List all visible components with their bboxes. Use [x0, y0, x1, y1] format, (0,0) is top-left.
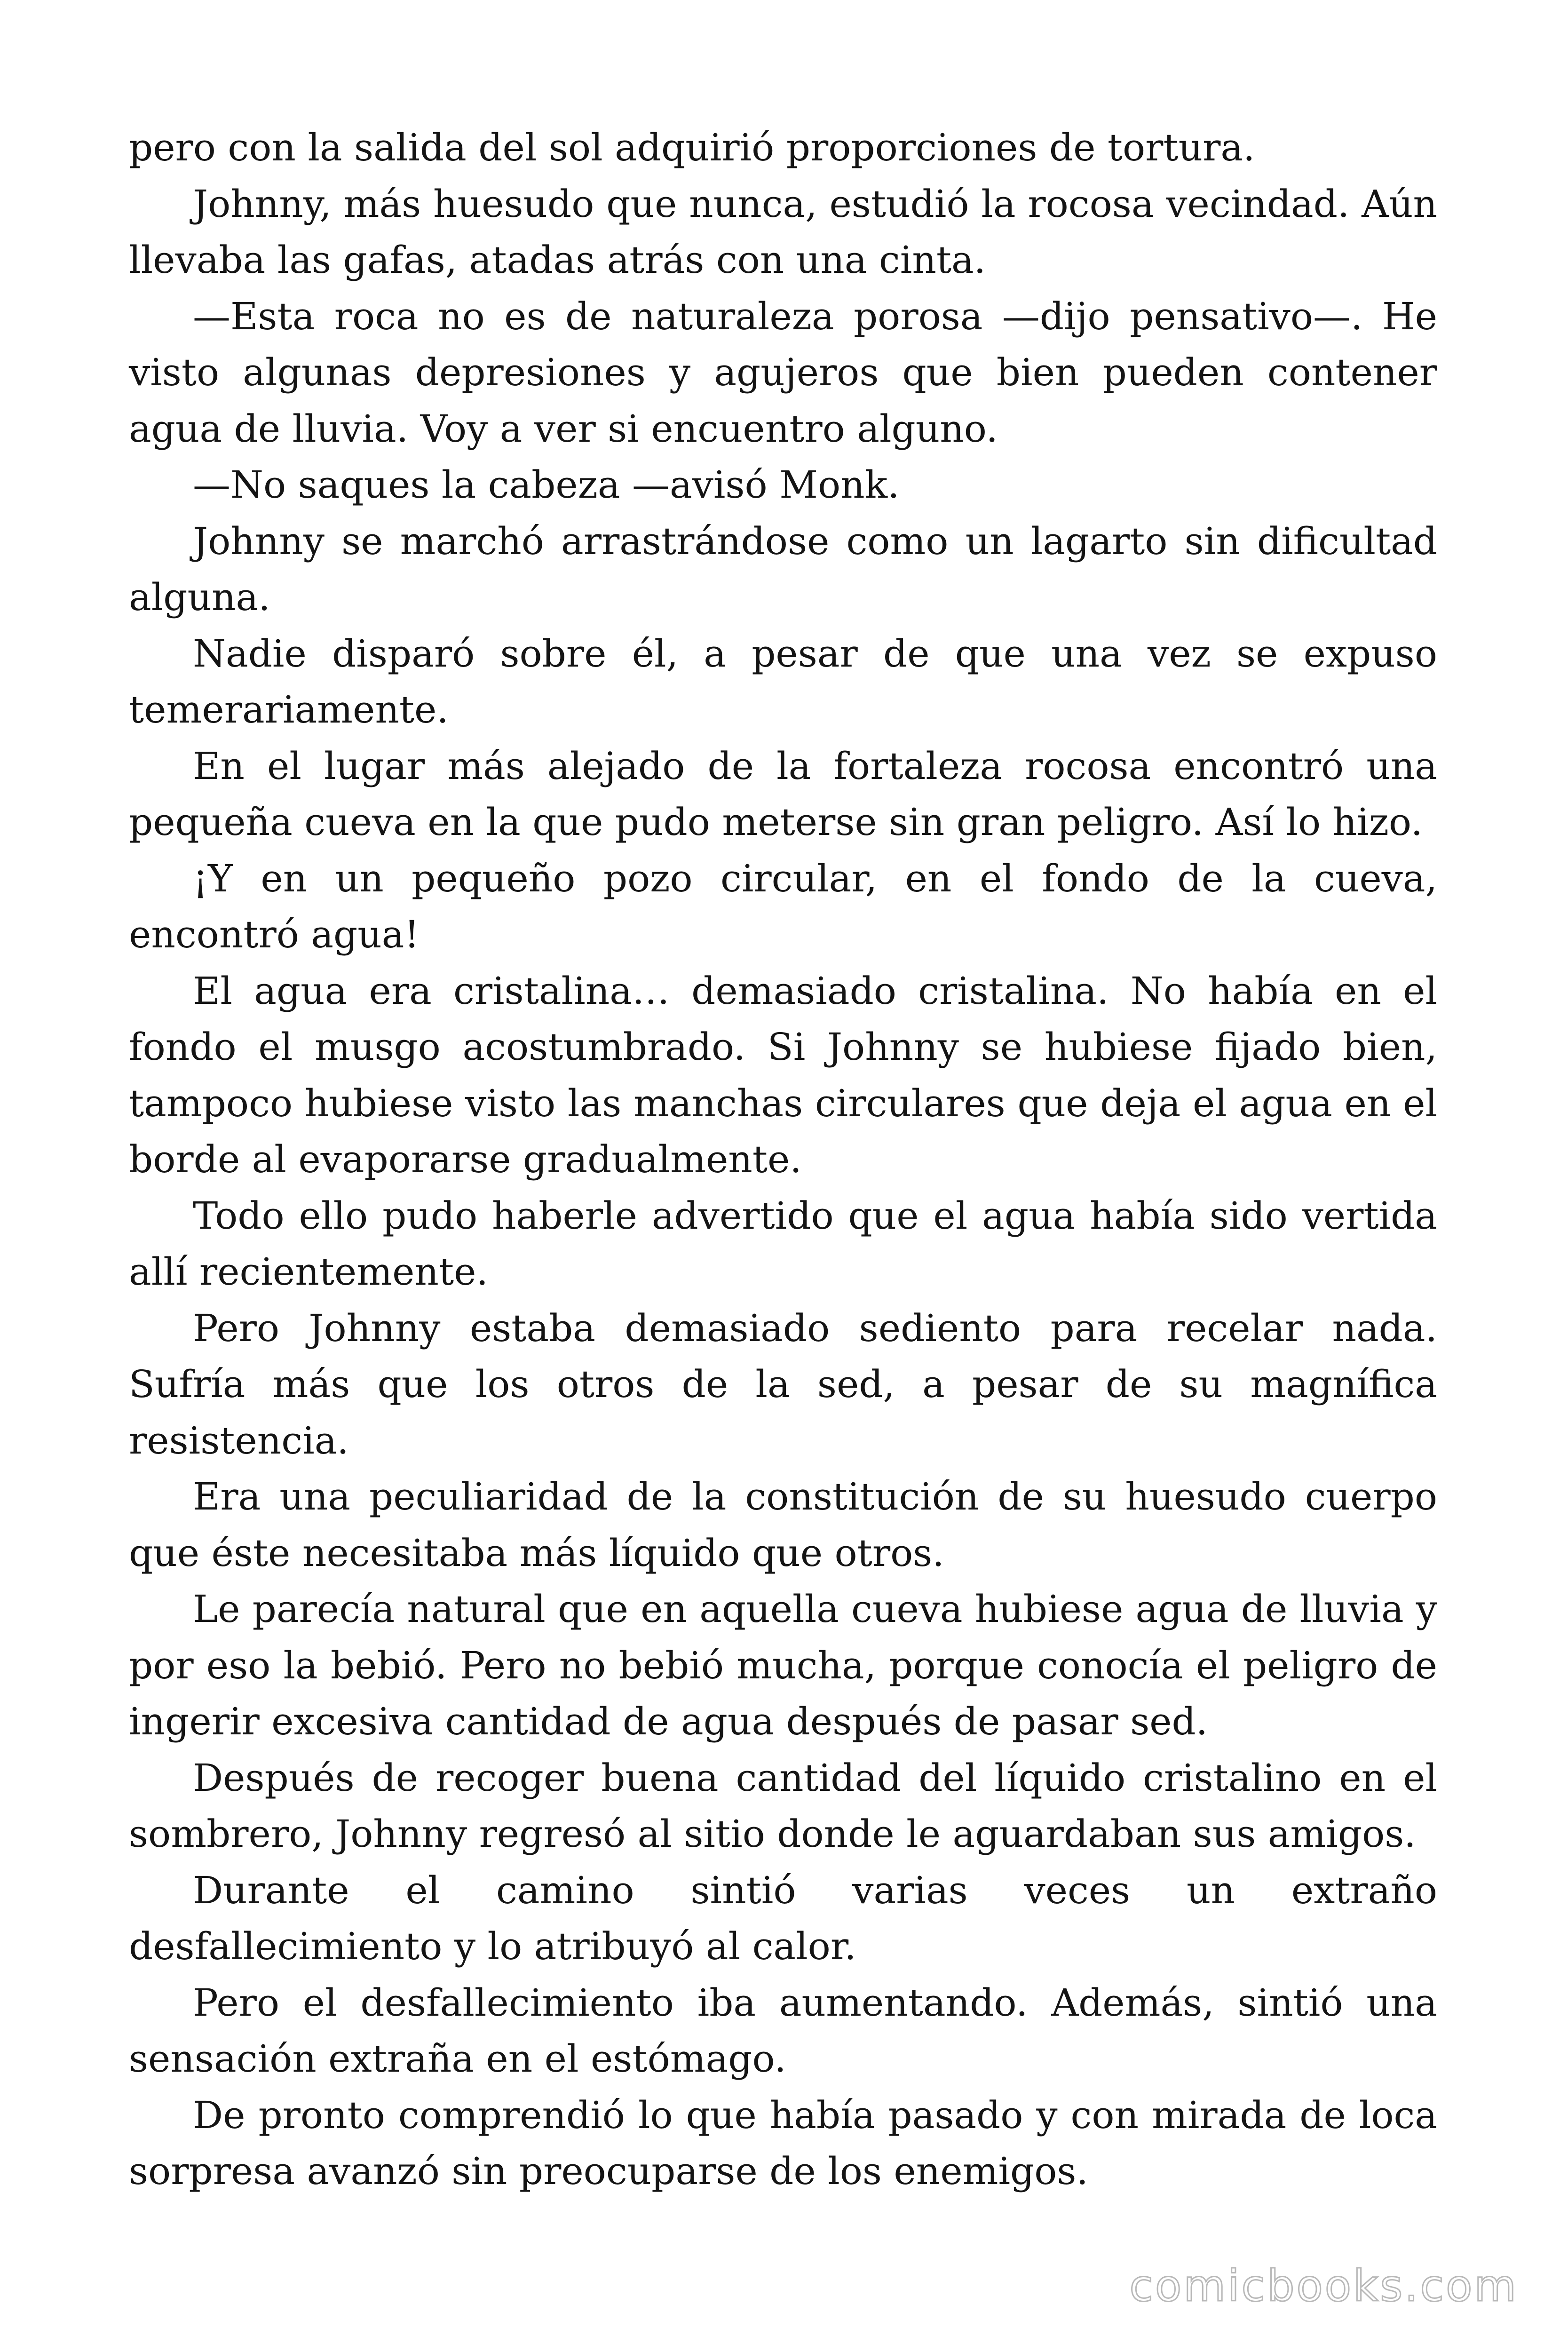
paragraph-2: Johnny, más huesudo que nunca, estudió la rocosa vecindad. Aún llevaba las gafas, atadas atrás con una cinta.	[129, 182, 1437, 282]
paragraph-12: Era una peculiaridad de la constitución de su huesudo cuerpo que éste necesitaba más líquido que otros.	[129, 1475, 1437, 1575]
paragraph-8: ¡Y en un pequeño pozo circular, en el fondo de la cueva, encontró agua!	[129, 856, 1437, 956]
paragraph-11: Pero Johnny estaba demasiado sediento para recelar nada. Sufría más que los otros de la sed, a pesar de su magnífica resistencia.	[129, 1306, 1437, 1462]
paragraph-14: Después de recoger buena cantidad del líquido cristalino en el sombrero, Johnny regresó al sitio donde le aguardaban sus amigos.	[129, 1756, 1437, 1856]
watermark-text: comicbooks.com	[1129, 2261, 1518, 2311]
paragraph-13: Le parecía natural que en aquella cueva hubiese agua de lluvia y por eso la bebió. Pero no bebió mucha, porque conocía el peligro de ingerir excesiva cantidad de agua después de pasar sed.	[129, 1587, 1437, 1743]
paragraph-16: Pero el desfallecimiento iba aumentando. Además, sintió una sensación extraña en el estómago.	[129, 1980, 1437, 2081]
paragraph-9: El agua era cristalina… demasiado cristalina. No había en el fondo el musgo acostumbrado. Si Johnny se hubiese fijado bien, tampoco hubiese visto las manchas circulares que deja el agua en el borde al evaporarse gradualmente.	[129, 969, 1437, 1181]
paragraph-3: —Esta roca no es de naturaleza porosa —dijo pensativo—. He visto algunas depresiones y agujeros que bien pueden contener agua de lluvia. Voy a ver si encuentro alguno.	[129, 294, 1437, 451]
paragraph-15: Durante el camino sintió varias veces un extraño desfallecimiento y lo atribuyó al calor.	[129, 1868, 1437, 1968]
paragraph-4: —No saques la cabeza —avisó Monk.	[193, 463, 900, 507]
paragraph-5: Johnny se marchó arrastrándose como un lagarto sin dificultad alguna.	[129, 519, 1437, 619]
text-column	[129, 119, 1437, 2200]
paragraph-7: En el lugar más alejado de la fortaleza rocosa encontró una pequeña cueva en la que pudo meterse sin gran peligro. Así lo hizo.	[129, 744, 1437, 844]
paragraph-1: pero con la salida del sol adquirió proporciones de tortura.	[129, 126, 1255, 169]
paragraph-6: Nadie disparó sobre él, a pesar de que una vez se expuso temerariamente.	[129, 631, 1437, 731]
paragraph-10: Todo ello pudo haberle advertido que el agua había sido vertida allí recientemente.	[129, 1193, 1437, 1294]
paragraph-17: De pronto comprendió lo que había pasado y con mirada de loca sorpresa avanzó sin preocuparse de los enemigos.	[129, 2093, 1437, 2193]
